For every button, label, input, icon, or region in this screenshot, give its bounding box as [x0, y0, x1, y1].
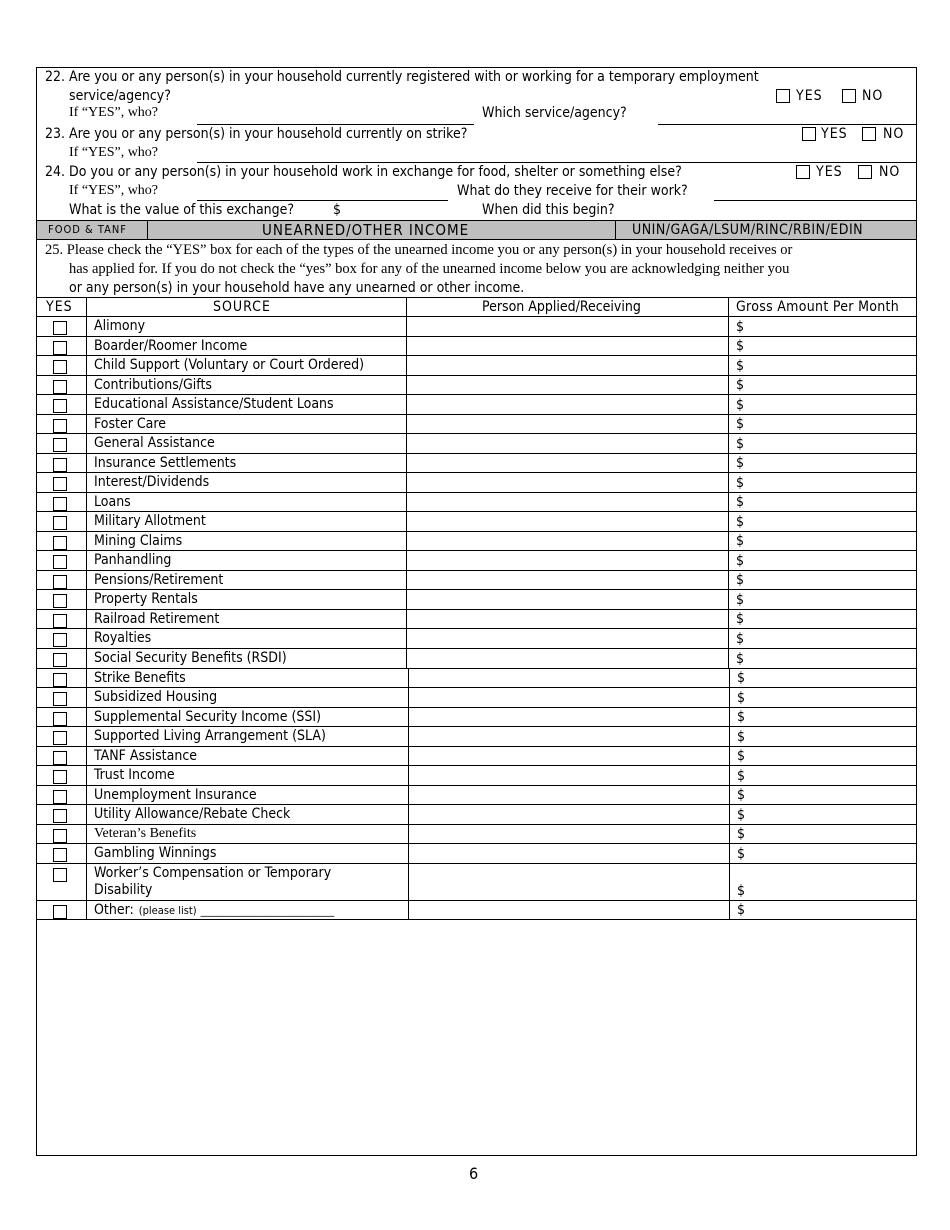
col-divider [86, 805, 87, 824]
col-divider [86, 610, 87, 629]
col-divider [729, 901, 730, 919]
q22-text: 22. Are you or any person(s) in your household currently registered with or working for a temporary employment [45, 69, 759, 85]
income-yes-checkbox[interactable] [53, 458, 67, 472]
q24-who-field[interactable] [197, 200, 448, 201]
table-row [37, 551, 916, 571]
q23-who-label: If “YES”, who? [69, 145, 159, 160]
gross-amount-field[interactable]: $ [737, 689, 746, 706]
q24-yes-label: YES [816, 164, 843, 180]
income-yes-checkbox[interactable] [53, 497, 67, 511]
income-source-label: Alimony [94, 318, 146, 334]
q23-no-checkbox[interactable] [862, 127, 876, 141]
section-codes: UNIN/GAGA/LSUM/RINC/RBIN/EDIN [632, 222, 864, 238]
q22-yes-label: YES [796, 88, 823, 104]
col-divider [86, 337, 87, 356]
col-divider [729, 727, 730, 746]
table-row [37, 766, 916, 786]
gross-amount-field[interactable]: $ [736, 357, 745, 374]
gross-amount-field[interactable]: $ [736, 533, 745, 550]
income-yes-checkbox[interactable] [53, 829, 67, 843]
table-row [37, 473, 916, 493]
col-divider [86, 571, 87, 590]
col-divider [729, 844, 730, 863]
gross-amount-field[interactable]: $ [736, 611, 745, 628]
col-divider [86, 454, 87, 473]
gross-amount-field[interactable]: $ [736, 630, 745, 647]
col-divider [729, 669, 730, 688]
gross-amount-field[interactable]: $ [736, 572, 745, 589]
person-receiving-field[interactable] [407, 337, 727, 356]
col-divider [728, 649, 729, 668]
person-receiving-field[interactable] [407, 395, 727, 414]
col-divider [728, 415, 729, 434]
income-yes-checkbox[interactable] [53, 341, 67, 355]
other-income-label [94, 902, 334, 919]
person-receiving-field[interactable] [407, 317, 727, 336]
gross-amount-field[interactable]: $ [737, 767, 746, 784]
table-row [37, 454, 916, 474]
table-row [37, 395, 916, 415]
gross-amount-field[interactable]: $ [737, 709, 746, 726]
header-yes: YES [46, 299, 73, 315]
person-receiving-field[interactable] [407, 415, 727, 434]
income-source-label: Educational Assistance/Student Loans [94, 396, 334, 413]
col-divider [728, 434, 729, 453]
gross-amount-field[interactable]: $ [736, 455, 745, 472]
col-divider [86, 649, 87, 668]
income-source-label: Child Support (Voluntary or Court Ordered) [94, 357, 365, 374]
income-yes-checkbox[interactable] [53, 633, 67, 647]
header-source: SOURCE [213, 299, 271, 315]
col-divider [86, 747, 87, 766]
income-yes-checkbox[interactable] [53, 673, 67, 687]
gross-amount-field[interactable]: $ [736, 396, 745, 413]
col-divider [86, 473, 87, 492]
table-row [37, 688, 916, 708]
person-receiving-field[interactable] [407, 571, 727, 590]
gross-amount-field[interactable]: $ [737, 728, 746, 745]
q25-text-cont: has applied for. If you do not check the “yes” box for any of the unearned income below you are acknowledging neither you [69, 261, 790, 277]
person-receiving-field[interactable] [407, 532, 727, 551]
q23-yes-checkbox[interactable] [802, 127, 816, 141]
person-receiving-field[interactable] [409, 727, 728, 746]
gross-amount-field[interactable]: $ [737, 748, 746, 765]
col-divider [86, 864, 87, 900]
q23-text: 23. Are you or any person(s) in your household currently on strike? [45, 126, 468, 142]
col-divider [86, 786, 87, 805]
q24-yes-checkbox[interactable] [796, 165, 810, 179]
table-row [37, 532, 916, 552]
income-source-label: Panhandling [94, 552, 172, 569]
q24-no-label: NO [879, 164, 901, 180]
col-divider [729, 766, 730, 785]
q23-who-field[interactable] [197, 162, 917, 163]
income-source-label: Mining Claims [94, 532, 183, 549]
table-row [37, 864, 916, 901]
table-row [37, 844, 916, 864]
income-source-label: General Assistance [94, 435, 215, 452]
q24-receive-label: What do they receive for their work? [457, 183, 688, 199]
col-divider [86, 415, 87, 434]
income-yes-checkbox[interactable] [53, 477, 67, 491]
section-header-bar [37, 220, 916, 240]
q24-value-dollar: $ [333, 202, 342, 218]
gross-amount-field[interactable]: $ [736, 377, 745, 394]
col-divider [86, 688, 87, 707]
income-yes-checkbox[interactable] [53, 731, 67, 745]
table-row [37, 493, 916, 513]
q24-when-label: When did this begin? [482, 202, 615, 218]
gross-amount-field[interactable]: $ [736, 591, 745, 608]
col-divider [86, 669, 87, 688]
col-divider [86, 532, 87, 551]
income-yes-checkbox[interactable] [53, 438, 67, 452]
income-yes-checkbox[interactable] [53, 692, 67, 706]
income-source-label: Utility Allowance/Rebate Check [94, 806, 291, 823]
table-row [37, 805, 916, 825]
person-receiving-field[interactable] [409, 864, 728, 900]
income-source-label: Veteran’s Benefits [94, 825, 197, 841]
income-source-label: Unemployment Insurance [94, 786, 257, 803]
q25-text: 25. Please check the “YES” box for each of the types of the unearned income you or any person(s) in your household receives or [45, 242, 793, 258]
income-source-label: TANF Assistance [94, 747, 197, 764]
page-number: 6 [469, 1164, 479, 1183]
q22-text-cont: service/agency? [69, 88, 171, 104]
q22-who-field[interactable] [197, 124, 474, 125]
table-row [37, 629, 916, 649]
gross-amount-field[interactable]: $ [736, 318, 745, 335]
income-source-label: Railroad Retirement [94, 610, 220, 627]
q22-yes-checkbox[interactable] [776, 89, 790, 103]
person-receiving-field[interactable] [409, 747, 728, 766]
q24-value-label: What is the value of this exchange? [69, 202, 295, 218]
q23-no-label: NO [883, 126, 905, 142]
table-row [37, 901, 916, 920]
income-yes-checkbox[interactable] [53, 712, 67, 726]
col-divider [728, 473, 729, 492]
table-row [37, 708, 916, 728]
table-row [37, 727, 916, 747]
col-divider [86, 844, 87, 863]
q23-yes-label: YES [821, 126, 848, 142]
person-receiving-field[interactable] [407, 610, 727, 629]
other-hint: (please list) [138, 903, 197, 917]
person-receiving-field[interactable] [407, 551, 727, 570]
q25-text-cont2: or any person(s) in your household have any unearned or other income. [69, 280, 525, 296]
person-receiving-field[interactable] [407, 493, 727, 512]
table-row [37, 649, 916, 669]
table-row [37, 669, 916, 689]
col-divider [86, 493, 87, 512]
q22-no-label: NO [862, 88, 884, 104]
income-source-label: Foster Care [94, 415, 167, 432]
income-yes-checkbox[interactable] [53, 555, 67, 569]
col-divider [729, 864, 730, 900]
q24-text: 24. Do you or any person(s) in your household work in exchange for food, shelter or something else? [45, 164, 682, 180]
person-receiving-field[interactable] [407, 512, 727, 531]
person-receiving-field[interactable] [407, 376, 727, 395]
q24-receive-field[interactable] [714, 200, 917, 201]
gross-amount-field[interactable]: $ [736, 513, 745, 530]
section-program-label: FOOD & TANF [48, 223, 127, 236]
bar-divider [615, 221, 616, 239]
col-divider [86, 708, 87, 727]
section-title: UNEARNED/OTHER INCOME [262, 221, 470, 239]
q22-no-checkbox[interactable] [842, 89, 856, 103]
col-divider [728, 493, 729, 512]
col-divider [728, 629, 729, 648]
income-yes-checkbox[interactable] [53, 516, 67, 530]
col-divider [86, 512, 87, 531]
income-source-label: Supported Living Arrangement (SLA) [94, 728, 326, 745]
table-row [37, 337, 916, 357]
gross-amount-field[interactable]: $ [737, 901, 746, 918]
gross-amount-field[interactable]: $ [736, 494, 745, 511]
col-divider [86, 727, 87, 746]
other-list-field[interactable]: ___________________________ [200, 903, 335, 917]
col-divider [728, 298, 729, 316]
person-receiving-field[interactable] [407, 649, 727, 668]
income-source-label: Property Rentals [94, 591, 198, 608]
header-person: Person Applied/Receiving [482, 299, 641, 315]
col-divider [728, 356, 729, 375]
header-gross: Gross Amount Per Month [736, 299, 900, 315]
income-yes-checkbox[interactable] [53, 790, 67, 804]
person-receiving-field[interactable] [409, 901, 728, 919]
person-receiving-field[interactable] [409, 708, 728, 727]
person-receiving-field[interactable] [407, 356, 727, 375]
income-yes-checkbox[interactable] [53, 575, 67, 589]
table-row [37, 610, 916, 630]
col-divider [728, 512, 729, 531]
table-row [37, 571, 916, 591]
income-source-label: Loans [94, 493, 131, 510]
income-yes-checkbox[interactable] [53, 380, 67, 394]
income-yes-checkbox[interactable] [53, 848, 67, 862]
gross-amount-field[interactable]: $ [737, 882, 746, 899]
income-yes-checkbox[interactable] [53, 770, 67, 784]
income-yes-checkbox[interactable] [53, 360, 67, 374]
col-divider [728, 532, 729, 551]
table-row [37, 415, 916, 435]
person-receiving-field[interactable] [409, 669, 728, 688]
col-divider [728, 590, 729, 609]
col-divider [728, 337, 729, 356]
income-yes-checkbox[interactable] [53, 419, 67, 433]
col-divider [728, 610, 729, 629]
income-source-label: Worker’s Compensation or Temporary [94, 864, 332, 881]
col-divider [729, 747, 730, 766]
income-yes-checkbox[interactable] [53, 614, 67, 628]
gross-amount-field[interactable]: $ [736, 650, 745, 667]
income-yes-checkbox[interactable] [53, 868, 67, 882]
income-yes-checkbox[interactable] [53, 536, 67, 550]
col-divider [86, 376, 87, 395]
income-source-label: Social Security Benefits (RSDI) [94, 650, 287, 666]
table-row [37, 317, 916, 337]
income-yes-checkbox[interactable] [53, 751, 67, 765]
q24-no-checkbox[interactable] [858, 165, 872, 179]
table-header-row [37, 298, 916, 317]
col-divider [86, 317, 87, 336]
income-yes-checkbox[interactable] [53, 321, 67, 335]
col-divider [86, 434, 87, 453]
gross-amount-field[interactable]: $ [737, 845, 746, 862]
col-divider [729, 688, 730, 707]
q22-who-label: If “YES”, who? [69, 105, 159, 120]
col-divider [728, 395, 729, 414]
col-divider [406, 298, 407, 316]
income-yes-checkbox[interactable] [53, 653, 67, 667]
gross-amount-field[interactable]: $ [736, 474, 745, 491]
person-receiving-field[interactable] [409, 786, 728, 805]
income-yes-checkbox[interactable] [53, 594, 67, 608]
person-receiving-field[interactable] [407, 629, 727, 648]
income-source-label: Gambling Winnings [94, 845, 217, 862]
table-row [37, 356, 916, 376]
income-yes-checkbox[interactable] [53, 905, 67, 919]
person-receiving-field[interactable] [409, 805, 728, 824]
gross-amount-field[interactable]: $ [736, 435, 745, 452]
col-divider [86, 766, 87, 785]
col-divider [86, 629, 87, 648]
q24-who-label: If “YES”, who? [69, 183, 159, 198]
income-yes-checkbox[interactable] [53, 809, 67, 823]
col-divider [729, 825, 730, 844]
col-divider [728, 317, 729, 336]
income-source-label: Royalties [94, 630, 152, 647]
col-divider [86, 590, 87, 609]
income-source-label: Supplemental Security Income (SSI) [94, 708, 321, 725]
person-receiving-field[interactable] [409, 688, 728, 707]
gross-amount-field[interactable]: $ [737, 670, 746, 687]
income-source-label: Military Allotment [94, 513, 206, 530]
income-source-label: Strike Benefits [94, 669, 186, 686]
income-source-label: Subsidized Housing [94, 689, 218, 706]
bar-divider [147, 221, 148, 239]
income-source-label: Boarder/Roomer Income [94, 337, 248, 354]
income-source-label-cont: Disability [94, 881, 153, 898]
income-source-label: Interest/Dividends [94, 474, 210, 491]
person-receiving-field[interactable] [409, 844, 728, 863]
table-row [37, 434, 916, 454]
person-receiving-field[interactable] [407, 473, 727, 492]
person-receiving-field[interactable] [407, 434, 727, 453]
col-divider [86, 395, 87, 414]
table-row [37, 786, 916, 806]
q22-agency-label: Which service/agency? [482, 105, 627, 121]
col-divider [728, 551, 729, 570]
col-divider [86, 298, 87, 316]
income-source-label: Insurance Settlements [94, 454, 237, 471]
other-label: Other: [94, 901, 134, 918]
col-divider [86, 356, 87, 375]
table-row [37, 747, 916, 767]
gross-amount-field[interactable]: $ [736, 416, 745, 433]
person-receiving-field[interactable] [407, 590, 727, 609]
col-divider [86, 825, 87, 844]
col-divider [729, 805, 730, 824]
income-source-label: Contributions/Gifts [94, 376, 212, 393]
col-divider [729, 708, 730, 727]
q22-agency-field[interactable] [658, 124, 917, 125]
person-receiving-field[interactable] [409, 825, 728, 844]
col-divider [729, 786, 730, 805]
income-source-label: Trust Income [94, 767, 175, 784]
income-source-label: Pensions/Retirement [94, 571, 224, 588]
col-divider [86, 551, 87, 570]
gross-amount-field[interactable]: $ [737, 806, 746, 823]
table-row [37, 376, 916, 396]
table-row [37, 825, 916, 845]
table-row [37, 512, 916, 532]
gross-amount-field[interactable]: $ [736, 552, 745, 569]
gross-amount-field[interactable]: $ [736, 338, 745, 355]
col-divider [728, 454, 729, 473]
col-divider [86, 901, 87, 919]
person-receiving-field[interactable] [409, 766, 728, 785]
income-yes-checkbox[interactable] [53, 399, 67, 413]
table-row [37, 590, 916, 610]
gross-amount-field[interactable]: $ [737, 787, 746, 804]
col-divider [728, 376, 729, 395]
gross-amount-field[interactable]: $ [737, 826, 746, 843]
person-receiving-field[interactable] [407, 454, 727, 473]
col-divider [728, 571, 729, 590]
